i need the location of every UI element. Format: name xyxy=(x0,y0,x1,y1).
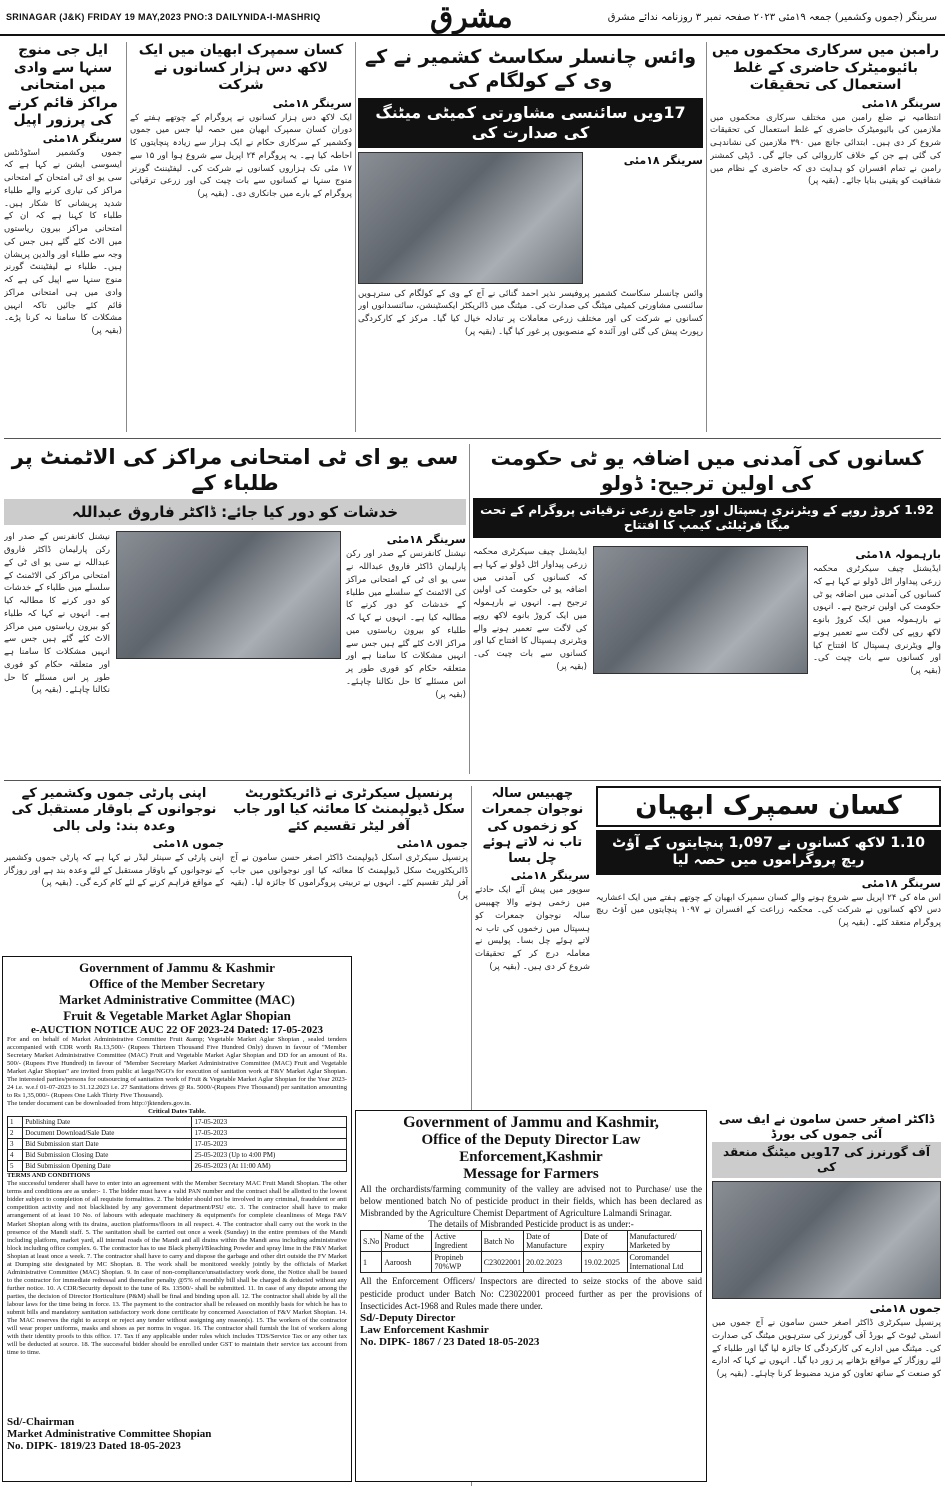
table-cell: 2 xyxy=(8,1128,23,1139)
table-cell: 1 xyxy=(361,1252,382,1273)
critical-dates-row xyxy=(8,1128,347,1139)
table-cell: 19.02.2025 xyxy=(581,1252,627,1273)
ad-office-title: Office of the Deputy Director Law xyxy=(421,1132,641,1148)
pesticide-message-ad xyxy=(355,1110,707,1482)
article-samoon-meeting xyxy=(712,1112,941,1484)
headline: چھبیس سالہ نوجوان جمعرات کو زخموں کی تاب نہ لاتے ہوئے چل بسا xyxy=(481,786,584,866)
masthead-dateline-ur: سرینگر (جموں وکشمیر) جمعہ ۱۹مئی ۲۰۲۳ صفحہ نمبر ۳ روزنامہ ندائے مشرق xyxy=(607,12,937,23)
article-apni-party xyxy=(4,786,224,954)
dateline: جموں ۱۸مئی xyxy=(396,836,468,850)
article-body: سوپور میں پیش آئے ایک حادثے میں زخمی ہونے والا چھبیس سالہ نوجوان جمعرات کو ہسپتال میں زخموں کی تاب نہ لاتے ہوئے چل بسا۔ پولیس نے معاملہ درج کر کے تحقیقات شروع کر دی ہیں۔ (بقیہ پر) xyxy=(475,885,590,972)
article-kisan-abhiyan xyxy=(130,42,352,432)
terms-body: The successful tenderer shall have to enter into an agreement with the Member Secretary MAC Fruit Mandi Shopian. The other terms and conditions are as under:- 1. The bidder must have a valid PAN number and the contract shall be allotted to the lowest bidder subject to completion of all requisite formalities. 2. The bidder should not be involved in any criminal, fraudulent or anti competition activity and not blacklisted by any government department/PSU etc. 3. The contractor shall have to make arrangement of at least 10 No. of labours with adequate machinery & equipment's for complete cleanliness of Mega F&V Market Shopian along with its drains, auction platforms/floors in all respect. 4. The contractor shall carry out the work in the presence of the Mandi staff. 5. The sanitation shall be carried out once a week (Sunday) in the entire premises of the Mandi including platform, market yard, all internal roads of the Mandi and all drains within the Mandi area including administrative block including office complex. 6. The contractor has to use Black phenyl/Bleaching Powder and spray lime in the F&V Market Shopian at least once a week. 7. The contractor shall have to carry and dispose the garbage and other dirt outside the FV Market at Dumping site designated by MC Shopian. 8. The work shall be monitored weekly jointly by the officials of Market Administrative Committee (MAC) Shopian. 9. In case of non-compliance/unsatisfactory work done, the Notice shall be issued to the contractor for immediate redressal and thereafter penalty @5% of monthly bill shall be charged & deducted without any further notice. 10. A CDR/Security deposit to the tune of Rs. 13500/- shall be submitted. 11. In case of any dispute among the parties, the decision of Director Horticulture (P&M) shall be final and binding upon all. 12. The contractor shall abide by all the labour laws for the time being in force. 13. The payment to the contractor shall be released on monthly basis for which he has to submit bills and mandatory sanitation satisfactory work done certificate by concerned Association of F&V Market Shopian. 14. The MAC reserves the right to accept or reject any tender without assigning any reason(s). 15. The workers of the contractor will wear proper uniforms, masks and shoes as per norms in vogue. 16. The contractor shall furnish the list of workers along with their identity proofs to this office. 17. Tax if any applicable under rules which includes TDS/Service Tax or any other tax will be deducted at source. 18. The successful bidder should be enrolled under GST to maintain their service tax account from time to time. xyxy=(7,1180,347,1356)
article-body-col: ایڈیشنل چیف سیکرٹری محکمہ زرعی پیداوار اٹل ڈولو نے کہا ہے کہ کسانوں کی آمدنی میں اضافہ یو ٹی حکومت کی اولین ترجیح ہے۔ انہوں نے بارہمولہ میں ایک کروڑ بانوے لاکھ روپے کی لاگت سے تعمیر ہونے والے ویٹرنری ہسپتال کا افتتاح کیا اور کسانوں سے بات چیت کی۔ (بقیہ پر) xyxy=(473,547,587,672)
article-youth-died xyxy=(475,786,590,1116)
dateline: سرینگر ۱۸مئی xyxy=(510,869,590,883)
dateline: سرینگر ۱۸مئی xyxy=(861,876,941,890)
ad-committee-title: Market Administrative Committee (MAC) xyxy=(59,992,295,1007)
meeting-photo xyxy=(358,152,583,284)
table-cell: 5 xyxy=(8,1161,23,1172)
table-cell: Bid Submission Opening Date xyxy=(23,1161,192,1172)
article-body: جموں وکشمیر اسٹوڈنٹس ایسوسی ایشن نے کہا ہے کہ سی یو ای ٹی امتحان کے امتحانی مراکز کی تیاری کرنے والے طلباء شدید پریشانی کا شکار ہیں۔ طلباء کا کہنا ہے کہ ان کے امتحانی مراکز بیرون ریاستوں میں الاٹ کئے گئے ہیں جس کی وجہ سے طلباء اور والدین پریشان ہیں۔ طلباء نے لیفٹیننٹ گورنر منوج سنہا سے اپیل کی ہے کہ وادی میں ہی امتحانی مراکز قائم کئے جائیں تاکہ انہیں مشکلات کا سامنا نہ کرنا پڑے۔ (بقیہ پر) xyxy=(4,147,122,336)
column-header: Active Ingredient xyxy=(432,1231,481,1252)
article-skill-development xyxy=(230,786,468,954)
inauguration-photo xyxy=(593,546,808,674)
article-dulloo xyxy=(473,444,941,774)
table-cell: 17-05-2023 xyxy=(192,1128,347,1139)
article-farooq-abdullah xyxy=(4,444,466,774)
article-body: وائس چانسلر سکاسٹ کشمیر پروفیسر نذیر احمد گنائی نے آج کے وی کے کولگام کی سترہویں سائنسی مشاورتی کمیٹی میٹنگ کی صدارت کی۔ میٹنگ میں ڈائریکٹر ایکسٹینشن، سائنسدانوں اور کسانوں نے شرکت کی اور مختلف زرعی معاملات پر تبادلہ خیال کیا گیا۔ مرکز کے کارکردگی رپورٹ پیش کی گئی اور آئندہ کے منصوبوں پر غور کیا گیا۔ (بقیہ پر) xyxy=(358,288,703,337)
headline: سی یو ای ٹی امتحانی مراکز کی الاٹمنٹ پر طلباء کے xyxy=(11,445,459,496)
ad-message-title: Message for Farmers xyxy=(463,1166,599,1182)
eauction-notice-ad xyxy=(2,956,352,1482)
critical-dates-row xyxy=(8,1139,347,1150)
ad-office-title: Office of the Member Secretary xyxy=(89,976,265,991)
critical-dates-title: Critical Dates Table. xyxy=(148,1108,206,1116)
table-cell: 26-05-2023 (At 11:00 AM) xyxy=(192,1161,347,1172)
table-cell: Aaroosh xyxy=(382,1252,432,1273)
table-header-row xyxy=(361,1231,702,1252)
article-body: ایڈیشنل چیف سیکرٹری محکمہ زرعی پیداوار اٹل ڈولو نے کہا ہے کہ کسانوں کی آمدنی میں اضافہ یو ٹی حکومت کی اولین ترجیح ہے۔ انہوں نے بارہمولہ میں ایک کروڑ بانوے لاکھ روپے کی لاگت سے تعمیر ہونے والے ویٹرنری ہسپتال کا افتتاح کیا اور کسانوں سے بات چیت کی۔ (بقیہ پر) xyxy=(813,564,941,676)
dateline: سرینگر ۱۸مئی xyxy=(42,131,122,145)
headline: کسان سمپرک ابھیان xyxy=(596,786,941,827)
critical-dates-row xyxy=(8,1161,347,1172)
dateline: سرینگر ۱۸مئی xyxy=(272,96,352,110)
ad-dipk-number: No. DIPK- 1819/23 Dated 18-05-2023 xyxy=(7,1440,181,1453)
table-cell: 20.02.2023 xyxy=(524,1252,582,1273)
masthead xyxy=(0,0,945,36)
table-cell: 17-05-2023 xyxy=(192,1139,347,1150)
dateline: بارہمولہ ۱۸مئی xyxy=(855,548,941,561)
critical-dates-row xyxy=(8,1150,347,1161)
ad-notice-title: e-AUCTION NOTICE AUC 22 OF 2023-24 Dated: 17-05-2023 xyxy=(31,1024,323,1036)
article-body: اپنی پارٹی کے سینئر لیڈر نے کہا ہے کہ پارٹی جموں وکشمیر کے نوجوانوں کے باوقار مستقبل کے لئے وعدہ بند ہے اور روزگار کے مواقع فراہم کرنے کے لئے کام کرے گی۔ (بقیہ پر) xyxy=(4,852,224,889)
ad-dipk-number: No. DIPK- 1867 / 23 Dated 18-05-2023 xyxy=(360,1335,540,1348)
column-header: Name of the Product xyxy=(382,1231,432,1252)
ad-signature: Sd/-Deputy Director xyxy=(360,1311,456,1324)
table-cell: Bid Submission Closing Date xyxy=(23,1150,192,1161)
ad-gov-title: Government of Jammu and Kashmir, xyxy=(403,1114,659,1131)
ad-details-intro: The details of Misbranded Pesticide product is as under:- xyxy=(428,1219,634,1230)
headline: ڈاکٹر اصغر حسن سامون نے ایف سی آئی جموں کی بورڈ xyxy=(718,1112,935,1141)
table-cell: 17-05-2023 xyxy=(192,1117,347,1128)
column-header: Batch No xyxy=(481,1231,523,1252)
headline-band: 17ویں سائنسی مشاورتی کمیٹی میٹنگ کی صدارت کی xyxy=(358,98,703,148)
table-row xyxy=(361,1252,702,1273)
table-cell: 3 xyxy=(8,1139,23,1150)
dateline: سرینگر ۱۸مئی xyxy=(386,533,466,547)
ad-download-info: The tender document can be downloaded from http://jktenders.gov.in. xyxy=(7,1100,192,1108)
headline: ایل جی منوج سنہا سے وادی میں امتحانی مراکز قائم کرنے کی پرزور اپیل xyxy=(8,42,118,128)
table-cell: 25-05-2023 (Up to 4:00 PM) xyxy=(192,1150,347,1161)
terms-title: TERMS AND CONDITIONS xyxy=(7,1172,91,1180)
article-body: پرنسپل سیکرٹری ڈاکٹر اصغر حسن سامون نے آج جموں میں انسٹی ٹیوٹ کے بورڈ آف گورنرز کی سترہویں میٹنگ کی صدارت کی۔ میٹنگ میں ادارے کی کارکردگی کا جائزہ لیا گیا اور طلباء کے لئے روزگار کے مواقع بڑھانے پر زور دیا گیا۔ انہوں نے کہا کہ ادارے کو صنعت کے ساتھ تعاون کو مزید مضبوط کرنا چاہئے۔ (بقیہ پر) xyxy=(712,1318,941,1379)
article-vc-skuast xyxy=(358,42,703,432)
subheadline: آف گورنرز کی 17ویں میٹنگ منعقد کی xyxy=(712,1142,941,1178)
ad-market-title: Fruit & Vegetable Market Aglar Shopian xyxy=(63,1008,291,1023)
table-cell: C23022001 xyxy=(481,1252,523,1273)
article-body: ایک لاکھ دس ہزار کسانوں نے پروگرام کے چوتھے ہفتے کے دوران کسان سمپرک ابھیان میں حصہ لیا جس میں جموں وکشمیر کے سرکاری حکام نے ایک ہزار سے زیادہ پنچایتوں کا احاطہ کیا ہے۔ یہ پروگرام ۲۴ اپریل سے شروع ہوا اور ۱۵ سے ۱۷ مئی تک ہزاروں کسانوں نے شرکت کی۔ لیفٹیننٹ گورنر منوج سنہا نے کسانوں سے بات چیت کی اور زرعی ترقیاتی پروگرام کے بارے میں جانکاری دی۔ (بقیہ پر) xyxy=(130,112,352,199)
article-body-col: نیشنل کانفرنس کے صدر اور رکن پارلیمان ڈاکٹر فاروق عبداللہ نے سی یو ای ٹی کے امتحانی مراکز کی الاٹمنٹ کے سلسلے میں طلباء کے خدشات کو دور کرنے کا مطالبہ کیا ہے۔ انہوں نے کہا کہ طلباء کو بیرون ریاستوں میں مراکز الاٹ کئے گئے ہیں جس سے انہیں مشکلات کا سامنا ہے اور متعلقہ حکام کو فوری طور پر اس مسئلے کا حل نکالنا چاہئے۔ (بقیہ پر) xyxy=(4,532,110,696)
misbranded-pesticide-table xyxy=(360,1230,702,1273)
headline-band: 1.92 کروڑ روپے کے ویٹرنری ہسپتال اور جامع زرعی ترقیاتی پروگرام کے تحت میگا فرٹیلٹی کیمپ کا افتتاح xyxy=(473,498,941,538)
article-body: اس ماہ کی ۲۴ اپریل سے شروع ہونے والے کسان سمپرک ابھیان کے چوتھے ہفتے میں ایک اعشاریہ دس لاکھ کسانوں نے شرکت کی۔ محکمہ زراعت کے افسران نے ۱۰۹۷ پنچایتوں میں آؤٹ ریچ پروگرام منعقد کئے۔ (بقیہ پر) xyxy=(596,892,941,928)
farooq-abdullah-photo xyxy=(116,531,341,659)
headline-band: 1.10 لاکھ کسانوں نے 1,097 پنچایتوں کے آؤٹ ریچ پروگراموں میں حصہ لیا xyxy=(596,830,941,875)
headline: وائس چانسلر سکاسٹ کشمیر نے کے وی کے کولگام کی xyxy=(364,46,697,92)
article-body: پرنسپل سیکرٹری اسکل ڈیولپمنٹ ڈاکٹر اصغر حسن سامون نے آج ڈائریکٹوریٹ سکل ڈیولپمنٹ کا معائنہ کیا اور نوجوانوں میں جاب آفر لیٹر تقسیم کئے۔ انہوں نے تربیتی پروگراموں کا جائزہ لیا۔ (بقیہ پر) xyxy=(230,852,468,901)
masthead-dateline-en: SRINAGAR (J&K) FRIDAY 19 MAY,2023 PNO:3 DAILYNIDA-I-MASHRIQ xyxy=(6,12,321,22)
column-header: Date of expiry xyxy=(581,1231,627,1252)
table-cell: Publishing Date xyxy=(23,1117,192,1128)
dateline: جموں ۱۸مئی xyxy=(152,836,224,850)
ad-intro: For and on behalf of Market Administrative Committee Fruit &amp; Vegetable Market Aglar Shopian , sealed tenders accompanied with CDR worth Rs.13,500/- (Rupees Thirteen Thousand Five Hundred Only) drawn in favour of "Member Secretary Market Administrative Committee (MAC) Fruit and Vegetable Market Aglar Shopian and DD for an amount of Rs. 500/- (Rupees Five Hundred) in favour of "Member Secretary Market Administrative Committee (MAC) Fruit and Vegetable Market Aglar Shopian" are invited from public at large/NGO's for execution of sanitation work at F&V Market Aglar Shopian. The interested parties/persons for outsourcing of sanitation work of Fruit & Vegetable Market Aglar Shopian for the Year 2023-24 i.e. w.e.f 01-07-2023 to 31.12.2023 i.e. 27 Sanitations drives @ Rs. 5000/-(Rupees Five Thousand) per sanitation amounting to Rs 1,35,000/- (Rupees One Lakh Thirty Five Thousand). xyxy=(7,1036,347,1100)
table-cell: 1 xyxy=(8,1117,23,1128)
table-cell: Document Download/Sale Date xyxy=(23,1128,192,1139)
subheadline: خدشات کو دور کیا جائے: ڈاکٹر فاروق عبداللہ xyxy=(4,499,466,526)
critical-dates-row xyxy=(8,1117,347,1128)
board-meeting-photo xyxy=(712,1181,941,1299)
ad-signature: Sd/-Chairman xyxy=(7,1416,75,1429)
headline: کسان سمپرک ابھیان میں ایک لاکھ دس ہزار کسانوں نے شرکت xyxy=(138,42,344,93)
ad-enforcement-title: Enforcement,Kashmir xyxy=(459,1149,603,1165)
article-body: انتظامیہ نے ضلع رامبن میں مختلف سرکاری محکموں میں ملازمین کی بائیومیٹرک حاضری کے غلط استعمال کی تحقیقات شروع کر دی ہیں۔ ابتدائی جانچ میں ۳۹۰ ملازمین کی نشاندہی کی گئی ہے جن کے خلاف کارروائی کی جائے گی۔ ڈپٹی کمشنر رامبن نے تمام افسران کو ہدایت دی کہ حاضری کے نظام میں شفافیت کو یقینی بنایا جائے۔ (بقیہ پر) xyxy=(710,112,941,187)
column-header: Manufactured/ Marketed by xyxy=(627,1231,701,1252)
headline: کسانوں کی آمدنی میں اضافہ یو ٹی حکومت کی اولین ترجیح: ڈولو xyxy=(490,446,924,495)
article-ramban-biometric xyxy=(710,42,941,432)
critical-dates-table xyxy=(7,1116,347,1172)
dateline: سرینگر ۱۸مئی xyxy=(623,153,703,167)
article-exam-centres xyxy=(4,42,122,432)
newspaper-logo: مشرق xyxy=(430,0,513,35)
column-header: S.No xyxy=(361,1231,382,1252)
dateline: سرینگر ۱۸مئی xyxy=(861,96,941,110)
article-body: نیشنل کانفرنس کے صدر اور رکن پارلیمان ڈاکٹر فاروق عبداللہ نے سی یو ای ٹی کے امتحانی مراکز کی الاٹمنٹ کے سلسلے میں طلباء کے خدشات کو دور کرنے کا مطالبہ کیا ہے۔ انہوں نے کہا کہ طلباء کو بیرون ریاستوں میں مراکز الاٹ کئے گئے ہیں جس سے انہیں مشکلات کا سامنا ہے اور متعلقہ حکام کو فوری طور پر اس مسئلے کا حل نکالنا چاہئے۔ (بقیہ پر) xyxy=(346,549,466,700)
column-header: Date of Manufacture xyxy=(524,1231,582,1252)
headline: پرنسپل سیکرٹری نے ڈائریکٹوریٹ سکل ڈیولپمنٹ کا معائنہ کیا اور جاب آفر لیٹر تقسیم کئے xyxy=(233,786,465,834)
table-cell: Bid Submission start Date xyxy=(23,1139,192,1150)
table-cell: Propineb 70%WP xyxy=(432,1252,481,1273)
ad-signatory-office: Market Administrative Committee Shopian xyxy=(7,1428,212,1441)
article-kisan-sampark xyxy=(596,786,941,1106)
dateline: جموں ۱۸مئی xyxy=(869,1302,941,1315)
headline: اپنی پارٹی جموں وکشمیر کے نوجوانوں کے باوقار مستقبل کی وعدہ بند: ولی بالی xyxy=(11,786,217,834)
ad-signatory-office: Law Enforcement Kashmir xyxy=(360,1323,489,1336)
headline: رامبن میں سرکاری محکموں میں بائیومیٹرک حاضری کے غلط استعمال کی تحقیقات xyxy=(711,42,940,93)
ad-directive: All the Enforcement Officers/ Inspectors are directed to seize stocks of the above said pesticide product under Batch No: C23022001 proceed further as per the provisions of Insecticides Act-1968 and Rules made there under. xyxy=(360,1276,702,1311)
table-cell: Coromandel International Ltd xyxy=(627,1252,701,1273)
ad-advisory: All the orchardists/farming community of the valley are advised not to Purchase/ use the below mentioned batch No of pesticide product in their fields, which has been declared as Misbranded by the Agriculture Chemist Department of Agriculture Lalmandi Srinagar. xyxy=(360,1184,702,1219)
ad-gov-title: Government of Jammu & Kashmir xyxy=(79,960,275,975)
table-cell: 4 xyxy=(8,1150,23,1161)
